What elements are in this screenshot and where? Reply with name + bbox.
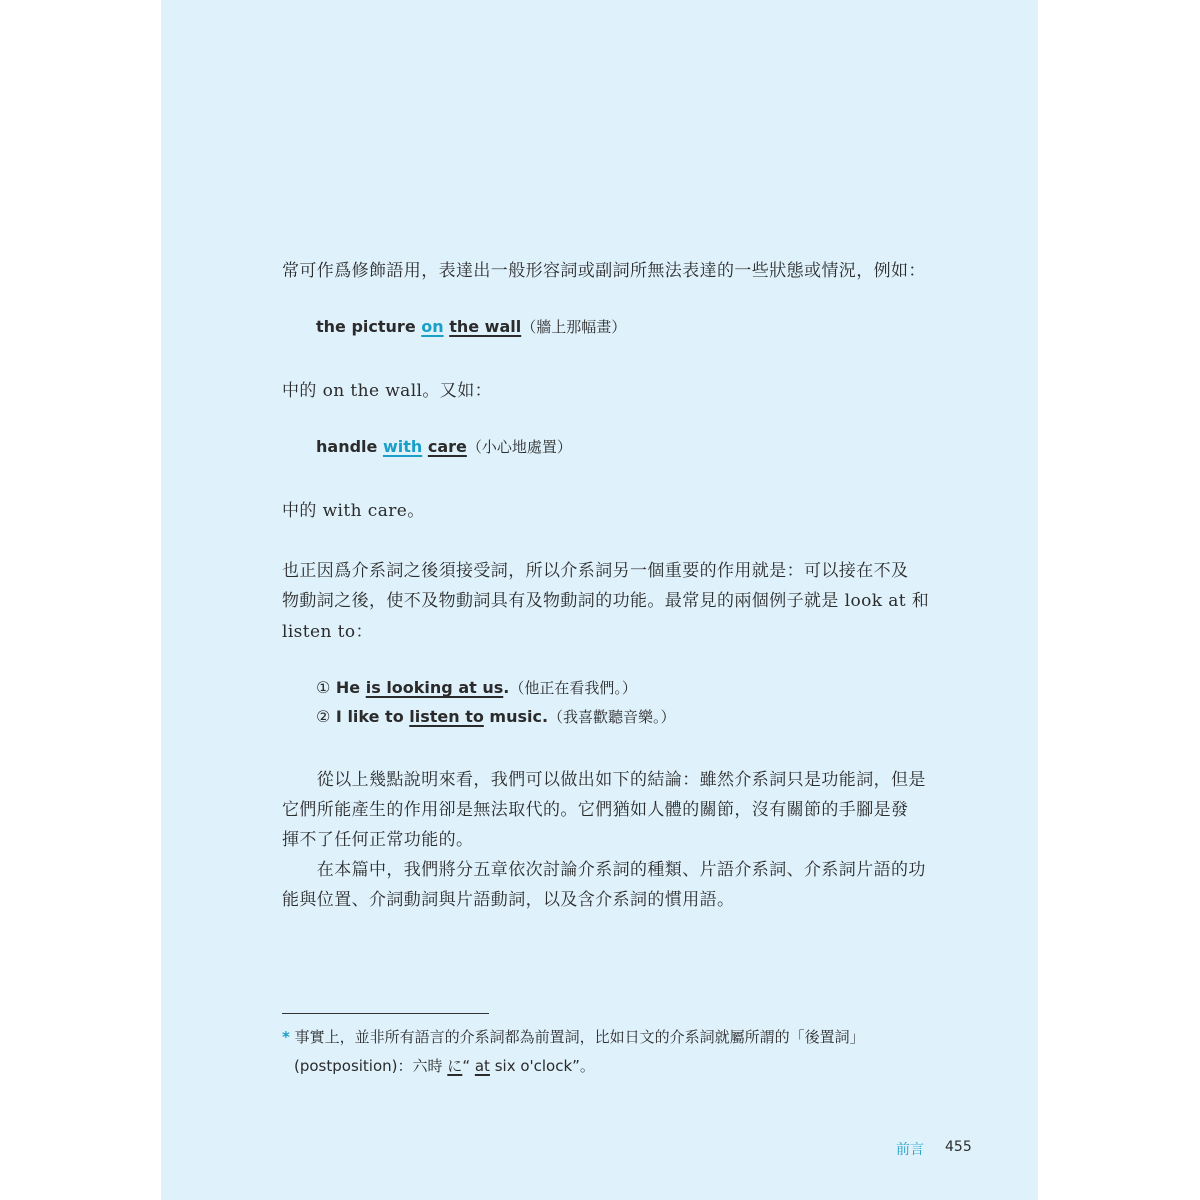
paragraph-intransitive-line-2: 物動詞之後，使不及物動詞具有及物動詞的功能。最常見的兩個例子就是 look at 和 [282, 591, 930, 611]
translation: （小心地處置） [466, 438, 572, 456]
example-on-the-wall [316, 316, 626, 337]
paragraph-conclusion-line-1: 從以上幾點說明來看，我們可以做出如下的結論：雖然介系詞只是功能詞，但是 [282, 770, 926, 790]
example-with-care [316, 436, 572, 457]
footnote-text: 事實上，並非所有語言的介系詞都為前置詞，比如日文的介系詞就屬所謂的「後置詞」 [289, 1028, 865, 1046]
paragraph-chapters-line-1: 在本篇中，我們將分五章依次討論介系詞的種類、片語介系詞、介系詞片語的功 [282, 860, 926, 880]
example-text: handle [316, 437, 383, 456]
footnote-text: six o'clock”。 [489, 1057, 595, 1075]
paragraph-intransitive-line-3: listen to： [282, 622, 373, 642]
footnote-line-1 [282, 1026, 865, 1047]
footnote-marker: * [282, 1028, 290, 1046]
paragraph-with-care: 中的 with care。 [282, 501, 425, 521]
example-text: the picture [316, 317, 422, 336]
page-number: 455 [945, 1139, 972, 1155]
translation: （他正在看我們。） [509, 679, 637, 697]
phrase-underline: listen to [409, 707, 484, 726]
example-text: He [330, 678, 366, 697]
translation: （牆上那幅畫） [521, 318, 627, 336]
example-text: . [503, 678, 510, 697]
phrase-underline: is looking at us [365, 678, 504, 697]
object-underline: care [427, 437, 467, 456]
example-look-at [316, 677, 637, 698]
example-number: ② [316, 707, 331, 726]
paragraph-conclusion-line-2: 它們所能產生的作用卻是無法取代的。它們猶如人體的關節，沒有關節的手腳是發 [282, 800, 909, 820]
footnote-line-2 [294, 1055, 595, 1076]
footnote-text: “ [462, 1057, 475, 1075]
object-underline: the wall [449, 317, 522, 336]
paragraph-chapters-line-2: 能與位置、介詞動詞與片語動詞，以及含介系詞的慣用語。 [282, 890, 735, 910]
footnote-divider [282, 1013, 489, 1014]
paragraph-conclusion-line-3: 揮不了任何正常功能的。 [282, 830, 474, 850]
footnote-ni-underline: に [447, 1057, 463, 1075]
paragraph-on-the-wall: 中的 on the wall。又如： [282, 381, 492, 401]
example-text: I like to [330, 707, 410, 726]
footnote-at-underline: at [474, 1057, 490, 1075]
footnote-text: (postposition)：六時 [294, 1057, 448, 1075]
example-listen-to [316, 706, 676, 727]
translation: （我喜歡聽音樂。） [548, 708, 676, 726]
paragraph-intransitive-line-1: 也正因爲介系詞之後須接受詞，所以介系詞另一個重要的作用就是：可以接在不及 [282, 561, 909, 581]
paragraph-intro: 常可作爲修飾語用，表達出一般形容詞或副詞所無法表達的一些狀態或情況，例如： [282, 261, 926, 281]
running-footer-section: 前言 [896, 1142, 924, 1158]
preposition-highlight: with [382, 437, 423, 456]
preposition-highlight: on [421, 317, 444, 336]
example-number: ① [316, 678, 331, 697]
example-text: music. [483, 707, 549, 726]
